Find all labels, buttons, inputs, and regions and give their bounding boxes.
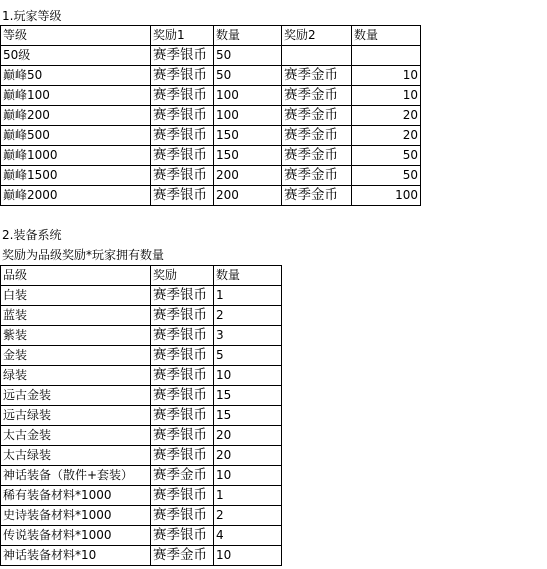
- level-cell: 巅峰200: [1, 106, 151, 126]
- player-level-table: [0, 25, 421, 206]
- table-row: [1, 126, 421, 146]
- grade-cell: 蓝装: [1, 306, 151, 326]
- qty-cell: 2: [214, 306, 282, 326]
- grade-cell: 传说装备材料*1000: [1, 526, 151, 546]
- qty1-cell: 100: [214, 106, 282, 126]
- reward2-cell: 赛季金币: [282, 166, 352, 186]
- table-row: [1, 106, 421, 126]
- qty2-cell: 20: [352, 126, 421, 146]
- reward2-cell: 赛季金币: [282, 186, 352, 206]
- grade-cell: 神话装备（散件+套装）: [1, 466, 151, 486]
- reward-cell: 赛季银币: [151, 526, 214, 546]
- grade-cell: 远古绿装: [1, 406, 151, 426]
- qty2-cell: 20: [352, 106, 421, 126]
- grade-cell: 神话装备材料*10: [1, 546, 151, 566]
- reward-cell: 赛季银币: [151, 286, 214, 306]
- reward1-cell: 赛季银币: [151, 166, 214, 186]
- reward2-cell: 赛季金币: [282, 106, 352, 126]
- grade-cell: 稀有装备材料*1000: [1, 486, 151, 506]
- header-reward2: 奖励2: [282, 26, 352, 46]
- reward-cell: 赛季银币: [151, 446, 214, 466]
- reward-cell: 赛季银币: [151, 386, 214, 406]
- level-cell: 50级: [1, 46, 151, 66]
- qty1-cell: 200: [214, 186, 282, 206]
- grade-cell: 白装: [1, 286, 151, 306]
- reward-cell: 赛季银币: [151, 486, 214, 506]
- table-row: [1, 286, 282, 306]
- reward-cell: 赛季银币: [151, 346, 214, 366]
- reward1-cell: 赛季银币: [151, 86, 214, 106]
- qty-cell: 20: [214, 426, 282, 446]
- header-qty1: 数量: [214, 26, 282, 46]
- grade-cell: 远古金装: [1, 386, 151, 406]
- reward-cell: 赛季金币: [151, 466, 214, 486]
- table-row: [1, 446, 282, 466]
- qty1-cell: 150: [214, 146, 282, 166]
- grade-cell: 太古绿装: [1, 446, 151, 466]
- table-row: [1, 526, 282, 546]
- table-row: [1, 386, 282, 406]
- header-qty: 数量: [214, 266, 282, 286]
- header-reward: 奖励: [151, 266, 214, 286]
- qty-cell: 1: [214, 286, 282, 306]
- table-row: [1, 306, 282, 326]
- header-grade: 品级: [1, 266, 151, 286]
- qty-cell: 4: [214, 526, 282, 546]
- reward-cell: 赛季金币: [151, 546, 214, 566]
- level-cell: 巅峰2000: [1, 186, 151, 206]
- table-header-row: [1, 266, 282, 286]
- table-row: [1, 426, 282, 446]
- reward2-cell: 赛季金币: [282, 146, 352, 166]
- reward2-cell: 赛季金币: [282, 126, 352, 146]
- table-row: [1, 406, 282, 426]
- table-row: [1, 346, 282, 366]
- reward1-cell: 赛季银币: [151, 46, 214, 66]
- qty1-cell: 50: [214, 46, 282, 66]
- header-level: 等级: [1, 26, 151, 46]
- qty2-cell: 10: [352, 66, 421, 86]
- table-row: [1, 46, 421, 66]
- equipment-table: [0, 265, 282, 566]
- grade-cell: 绿装: [1, 366, 151, 386]
- qty2-cell: 50: [352, 166, 421, 186]
- level-cell: 巅峰1500: [1, 166, 151, 186]
- qty2-cell: [352, 46, 421, 66]
- qty-cell: 15: [214, 386, 282, 406]
- reward-cell: 赛季银币: [151, 426, 214, 446]
- grade-cell: 太古金装: [1, 426, 151, 446]
- reward1-cell: 赛季银币: [151, 186, 214, 206]
- section2-title: 2.装备系统: [2, 228, 62, 242]
- grade-cell: 紫装: [1, 326, 151, 346]
- qty-cell: 10: [214, 466, 282, 486]
- qty-cell: 10: [214, 546, 282, 566]
- qty1-cell: 200: [214, 166, 282, 186]
- table-row: [1, 326, 282, 346]
- reward-cell: 赛季银币: [151, 306, 214, 326]
- table-row: [1, 86, 421, 106]
- reward1-cell: 赛季银币: [151, 106, 214, 126]
- reward1-cell: 赛季银币: [151, 66, 214, 86]
- reward-cell: 赛季银币: [151, 406, 214, 426]
- qty2-cell: 50: [352, 146, 421, 166]
- header-qty2: 数量: [352, 26, 421, 46]
- qty-cell: 10: [214, 366, 282, 386]
- qty1-cell: 150: [214, 126, 282, 146]
- reward2-cell: 赛季金币: [282, 66, 352, 86]
- section2-note: 奖励为品级奖励*玩家拥有数量: [2, 248, 165, 262]
- table-row: [1, 146, 421, 166]
- table-row: [1, 546, 282, 566]
- reward2-cell: [282, 46, 352, 66]
- qty-cell: 1: [214, 486, 282, 506]
- qty1-cell: 50: [214, 66, 282, 86]
- reward-cell: 赛季银币: [151, 326, 214, 346]
- qty2-cell: 100: [352, 186, 421, 206]
- reward-cell: 赛季银币: [151, 506, 214, 526]
- qty-cell: 20: [214, 446, 282, 466]
- table-row: [1, 186, 421, 206]
- table-row: [1, 166, 421, 186]
- level-cell: 巅峰50: [1, 66, 151, 86]
- qty2-cell: 10: [352, 86, 421, 106]
- table-row: [1, 366, 282, 386]
- table-row: [1, 486, 282, 506]
- qty1-cell: 100: [214, 86, 282, 106]
- table-row: [1, 466, 282, 486]
- table-header-row: [1, 26, 421, 46]
- level-cell: 巅峰1000: [1, 146, 151, 166]
- qty-cell: 3: [214, 326, 282, 346]
- reward1-cell: 赛季银币: [151, 126, 214, 146]
- level-cell: 巅峰100: [1, 86, 151, 106]
- reward2-cell: 赛季金币: [282, 86, 352, 106]
- qty-cell: 2: [214, 506, 282, 526]
- table-row: [1, 66, 421, 86]
- qty-cell: 15: [214, 406, 282, 426]
- reward1-cell: 赛季银币: [151, 146, 214, 166]
- table-row: [1, 506, 282, 526]
- reward-cell: 赛季银币: [151, 366, 214, 386]
- level-cell: 巅峰500: [1, 126, 151, 146]
- grade-cell: 史诗装备材料*1000: [1, 506, 151, 526]
- grade-cell: 金装: [1, 346, 151, 366]
- header-reward1: 奖励1: [151, 26, 214, 46]
- qty-cell: 5: [214, 346, 282, 366]
- section1-title: 1.玩家等级: [2, 9, 62, 23]
